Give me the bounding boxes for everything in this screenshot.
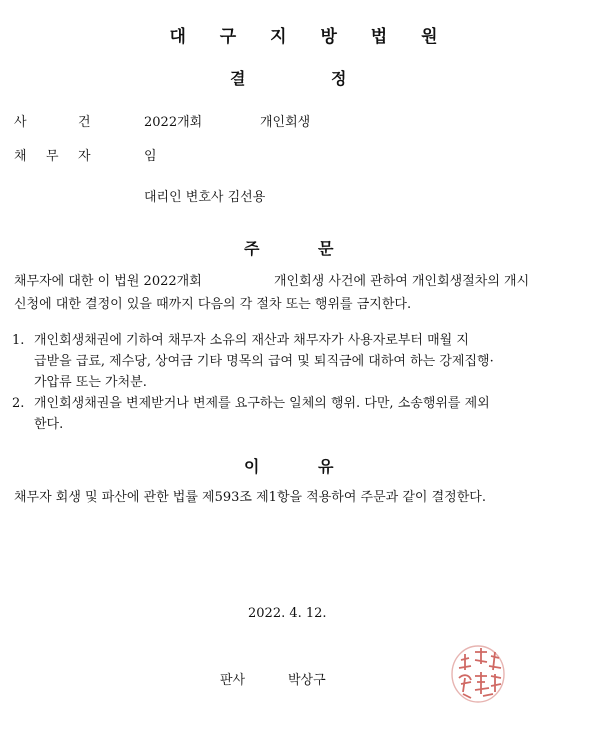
order-heading-right: 문 [318,239,334,258]
list-item-line: 한다. [34,417,64,432]
reason-text: 채무자 회생 및 파산에 관한 법률 제593조 제1항을 적용하여 주문과 같이 결정한다. [14,490,486,505]
list-item-number: 2. [12,396,25,411]
case-number: 2022개회 [144,115,203,130]
judge-name: 박상구 [288,673,326,688]
list-item-number: 1. [12,333,25,348]
decision-date: 2022. 4. 12. [248,606,327,621]
list-item-line: 급받을 급료, 제수당, 상여금 기타 명목의 급여 및 퇴직금에 대하여 하는 강제집행· [34,354,494,369]
judge-seal-stamp [447,640,509,708]
order-line1-part-a: 채무자에 대한 이 법원 2022개회 [14,274,202,289]
list-item [12,330,572,393]
order-line2: 신청에 대한 결정이 있을 때까지 다음의 각 절차 또는 행위를 금지한다. [14,297,412,312]
debtor-label-char-1: 채 [14,149,27,164]
debtor-name: 임 [144,149,157,164]
doc-type-right: 정 [331,69,347,88]
list-item-line: 가압류 또는 가처분. [34,375,147,390]
reason-heading-left: 이 [244,457,260,476]
order-list [12,330,572,435]
list-item [12,393,572,435]
order-heading-left: 주 [244,239,260,258]
seal-icon [447,640,509,708]
debtor-label-char-3: 자 [78,149,91,164]
debtor-representative: 대리인 변호사 김선용 [144,190,266,205]
judge-title: 판사 [220,673,246,688]
case-label-char-1: 사 [14,115,27,130]
court-name: 대 구 지 방 법 원 [169,27,452,47]
list-item-line: 개인회생채권을 변제받거나 변제를 요구하는 일체의 행위. 다만, 소송행위를 제외 [34,396,490,411]
order-line1-part-b: 개인회생 사건에 관하여 개인회생절차의 개시 [274,274,530,289]
case-label-char-2: 건 [78,115,91,130]
reason-heading-right: 유 [318,457,334,476]
debtor-label-char-2: 무 [46,149,59,164]
case-type: 개인회생 [260,115,311,130]
list-item-line: 개인회생채권에 기하여 채무자 소유의 재산과 채무자가 사용자로부터 매월 지 [34,333,469,348]
doc-type-left: 결 [230,69,246,88]
